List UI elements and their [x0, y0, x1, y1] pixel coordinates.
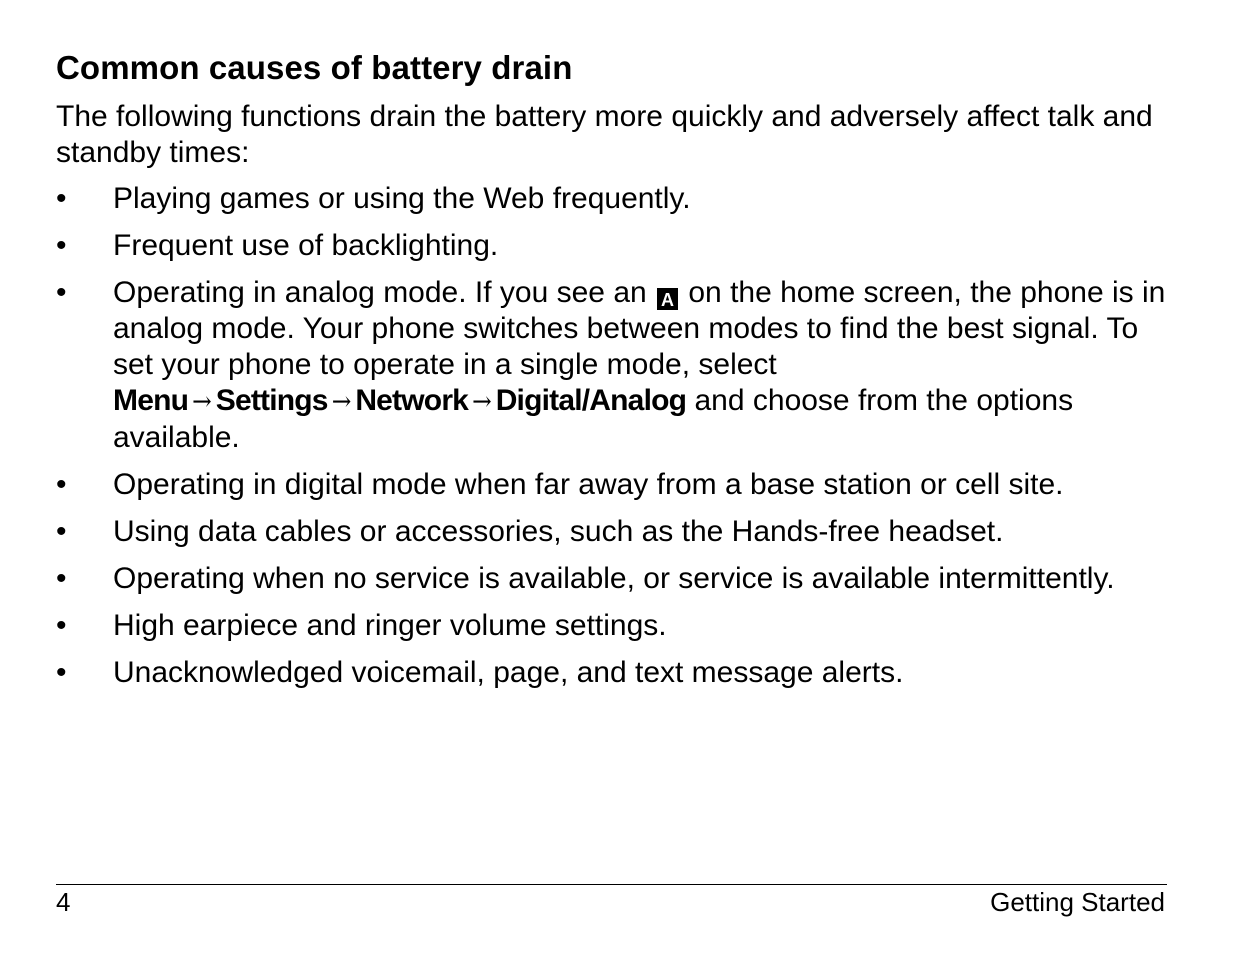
bullet-marker: • — [56, 656, 67, 689]
battery-drain-list — [56, 181, 1166, 691]
list-item — [56, 181, 1166, 217]
footer-section-title: Getting Started — [990, 887, 1165, 917]
list-item-text-before-icon: Operating in analog mode. If you see an — [113, 276, 656, 309]
list-item — [56, 467, 1166, 503]
list-item-text-after-path: and choose from the options available. — [113, 384, 1074, 454]
list-item-text: Frequent use of backlighting. — [113, 229, 499, 262]
right-arrow-icon: → — [192, 387, 212, 417]
bullet-marker: • — [56, 609, 67, 642]
bullet-marker: • — [56, 229, 67, 262]
document-page — [56, 46, 1166, 702]
list-item — [56, 275, 1166, 456]
footer-divider — [56, 884, 1167, 885]
list-item-text-after-icon: on the home screen, the phone is in analog mode. Your phone switches between modes to find the best signal. To set your phone to operate in a single mode, select — [113, 276, 1166, 381]
page-number: 4 — [56, 887, 71, 917]
menu-path-menu: Menu — [113, 384, 189, 417]
right-arrow-icon: → — [331, 387, 352, 417]
menu-path — [113, 384, 686, 417]
analog-mode-icon: A — [657, 288, 678, 310]
menu-path-settings: Settings — [215, 384, 328, 417]
list-item-text: High earpiece and ringer volume settings. — [113, 609, 667, 642]
bullet-marker: • — [56, 515, 67, 548]
menu-path-digital-analog: Digital/Analog — [495, 384, 687, 417]
list-item-text: Playing games or using the Web frequently. — [113, 182, 691, 215]
list-item — [56, 514, 1166, 550]
bullet-marker: • — [56, 182, 67, 215]
list-item-text: Operating in digital mode when far away from a base station or cell site. — [113, 468, 1064, 501]
list-item-text: Unacknowledged voicemail, page, and text message alerts. — [113, 656, 904, 689]
list-item-text: Using data cables or accessories, such as the Hands-free headset. — [113, 515, 1004, 548]
list-item — [56, 655, 1166, 691]
list-item-text: Operating when no service is available, or service is available intermittently. — [113, 562, 1115, 595]
list-item — [56, 561, 1166, 597]
section-heading: Common causes of battery drain — [56, 49, 573, 86]
bullet-marker: • — [56, 276, 67, 309]
list-item — [56, 608, 1166, 644]
menu-path-network: Network — [355, 384, 469, 417]
bullet-marker: • — [56, 562, 67, 595]
intro-paragraph: The following functions drain the battery more quickly and adversely affect talk and standby times: — [56, 100, 1153, 169]
right-arrow-icon: → — [472, 387, 492, 417]
bullet-marker: • — [56, 468, 67, 501]
list-item — [56, 228, 1166, 264]
